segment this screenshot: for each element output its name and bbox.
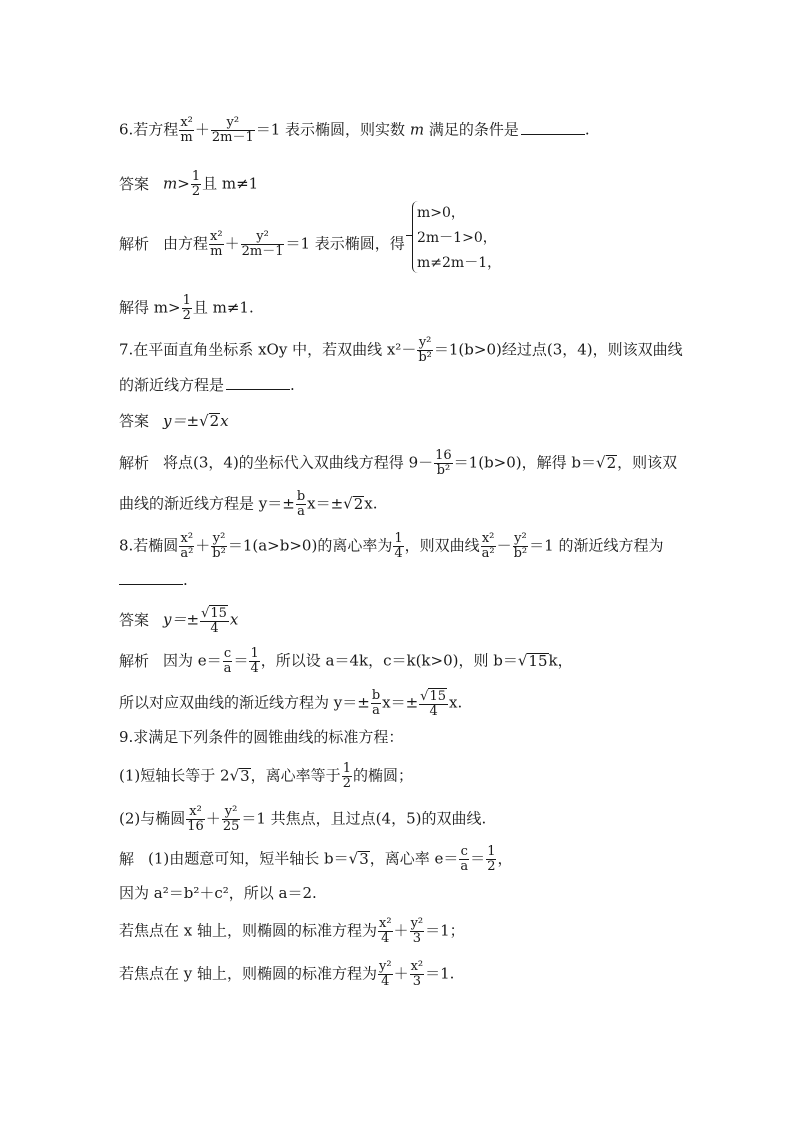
radical-icon: √ (348, 849, 359, 868)
answer-label: 答案 (119, 412, 150, 430)
q6-system-of-inequalities: m>0， 2m－1>0， m≠2m－1， (412, 201, 522, 275)
solution-label: 解析 (119, 234, 150, 253)
q6-frac1: $\frac{\text{x²}}{m}$ (180, 115, 193, 145)
q6-answer-frac: $\frac{1}{2}$ (191, 169, 201, 199)
q7-solution: 解析 将点(3，4)的坐标代入双曲线方程得 9－ $\frac{16}{\text{b²}}$ ＝1(b>0)，解得 b＝√2，则该双 (119, 448, 678, 478)
q8-solution: 解析 因为 e＝ $\frac{c}{a}$ ＝ $\frac{1}{4}$ ，所以设 a＝4k，c＝k(k>0)，则 b＝√15k， (119, 646, 573, 676)
q9-solution-line4: 若焦点在 y 轴上，则椭圆的标准方程为 $\frac{\text{y²}}{4}$ ＋ $\frac{\text{x²}}{3}$ ＝1. (119, 959, 455, 989)
q6-answer: 答案 m> $\frac{1}{2}$ 且 m≠1 (119, 169, 259, 199)
radical-icon: √ (596, 453, 606, 472)
answer-blank (521, 120, 585, 135)
answer-label: 答案 (119, 610, 150, 629)
q8-stem: 8.若椭圆 $\frac{\text{x²}}{\text{a²}}$ ＋ $\frac{\text{y²}}{\text{b²}}$ ＝1(a>b>0)的离心率为 $\frac{1}{4}$ ，则双曲线 $\frac{\text{x²}}{\text{a²}}$ － $\frac{\text{y²}}{\text{b²}}$ ＝1 的渐近线方程为 (119, 531, 664, 561)
radical-icon: √ (229, 766, 240, 785)
q9-solution-line2: 因为 a²＝b²＋c²，所以 a＝2. (119, 884, 317, 902)
q9-stem: 9.求满足下列条件的圆锥曲线的标准方程： (119, 728, 404, 746)
q8-stem-cont: . (119, 570, 188, 590)
radical-icon: √ (199, 412, 209, 430)
q9-solution-line3: 若焦点在 x 轴上，则椭圆的标准方程为 $\frac{\text{x²}}{4}$ ＋ $\frac{\text{y²}}{3}$ ＝1； (119, 916, 465, 946)
q7-stem: 7.在平面直角坐标系 xOy 中，若双曲线 x²－ $\frac{\text{y²}}{\text{b²}}$ ＝1(b>0)经过点(3，4)，则该双曲线 (119, 335, 683, 365)
q7-stem-cont: 的渐近线方程是 . (119, 376, 295, 394)
answer-blank (119, 570, 183, 585)
solution-label: 解析 (119, 453, 150, 472)
radical-icon: √ (201, 606, 210, 621)
q7-answer: 答案 y＝±√2x (119, 412, 229, 430)
q6-solution-result: 解得 m> $\frac{1}{2}$ 且 m≠1. (119, 293, 254, 323)
radical-icon: √ (517, 651, 528, 670)
q6-stem: 6.若方程 $\frac{\text{x²}}{m}$ ＋ $\frac{\text{y²}}{2m-1}$ ＝1 表示椭圆，则实数 m 满足的条件是 . (119, 115, 590, 145)
q9-part2: (2)与椭圆 $\frac{\text{x²}}{16}$ ＋ $\frac{\text{y²}}{25}$ ＝1 共焦点，且过点(4，5)的双曲线. (119, 804, 487, 834)
q6-frac2: $\frac{\text{y²}}{2m-1}$ (211, 115, 254, 145)
solution-label: 解析 (119, 651, 150, 670)
q7-solution-cont: 曲线的渐近线方程是 y＝± $\frac{b}{a}$ x＝±√2x. (119, 489, 378, 519)
answer-blank (226, 375, 290, 390)
q8-solution-cont: 所以对应双曲线的渐近线方程为 y＝± $\frac{b}{a}$ x＝± $\frac{√15}{4}$ x. (119, 688, 463, 719)
solution-label: 解 (119, 849, 135, 868)
q9-solution: 解 (1)由题意可知，短半轴长 b＝√3，离心率 e＝ $\frac{c}{a}$ ＝ $\frac{1}{2}$ ， (119, 844, 513, 874)
q6-stem-text: 6.若方程 (119, 120, 179, 139)
q9-part1: (1)短轴长等于 2√3，离心率等于 $\frac{1}{2}$ 的椭圆； (119, 761, 413, 791)
answer-label: 答案 (119, 174, 150, 193)
radical-icon: √ (420, 689, 429, 704)
q8-answer: 答案 y＝± $\frac{√15}{4}$ x (119, 606, 239, 636)
q6-solution: 解析 由方程 $\frac{\text{x²}}{m}$ ＋ $\frac{\text{y²}}{2m-1}$ ＝1 表示椭圆，得 (119, 229, 405, 259)
radical-icon: √ (343, 494, 353, 513)
